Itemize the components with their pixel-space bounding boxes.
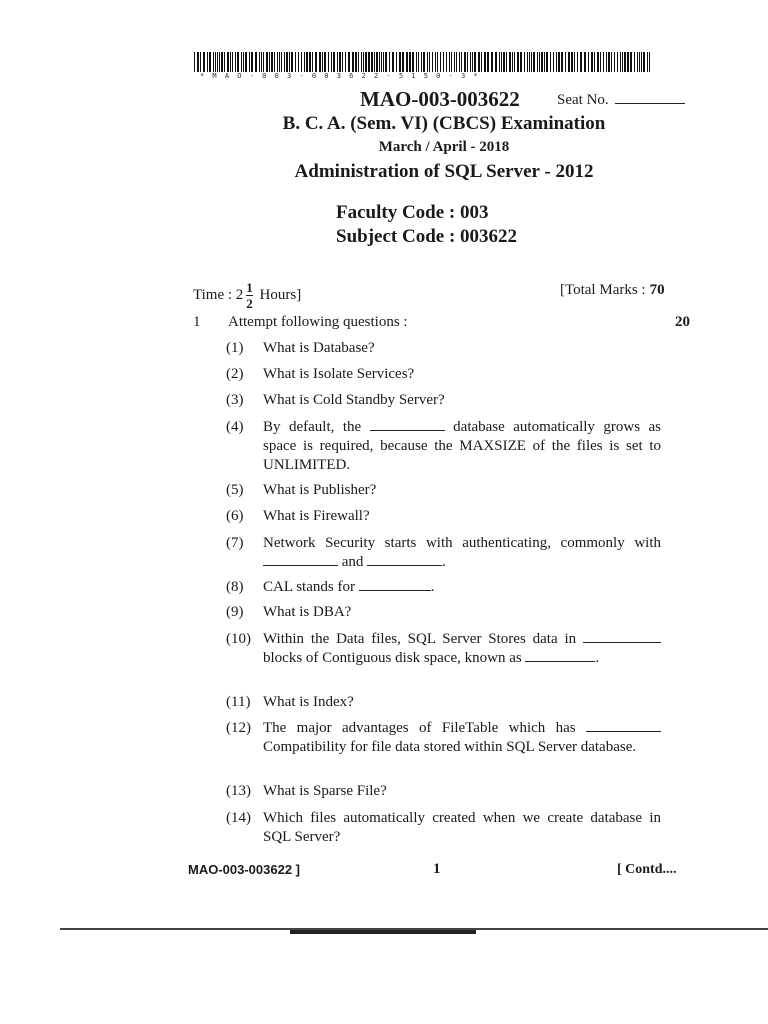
barcode-bar bbox=[481, 52, 482, 72]
item-number: (4) bbox=[226, 419, 244, 435]
item-text-part: Compatibility for file data stored within SQL Server database. bbox=[263, 739, 637, 755]
fill-blank bbox=[370, 419, 445, 431]
barcode-bar bbox=[478, 52, 480, 72]
barcode-bar bbox=[487, 52, 489, 72]
barcode-bar bbox=[553, 52, 554, 72]
barcode-bar bbox=[550, 52, 551, 72]
fill-blank bbox=[586, 720, 661, 732]
exam-title: B. C. A. (Sem. VI) (CBCS) Examination bbox=[282, 113, 606, 134]
barcode-bar bbox=[371, 52, 373, 72]
item-number: (12) bbox=[226, 720, 251, 736]
seat-label: Seat No. bbox=[557, 92, 609, 108]
item-text bbox=[263, 578, 661, 597]
item-text-part: database automatically grows as space is required, because the MAXSIZE of the files is set to UNLIMITED. bbox=[263, 419, 662, 473]
time-suffix: Hours] bbox=[259, 286, 302, 303]
question-marks: 20 bbox=[675, 314, 690, 330]
item-text: What is Isolate Services? bbox=[263, 366, 415, 382]
time-prefix: Time : 2 bbox=[193, 286, 244, 303]
barcode-bar bbox=[577, 52, 578, 72]
item-text bbox=[263, 719, 661, 757]
item-text: What is Index? bbox=[263, 694, 354, 710]
exam-session: March / April - 2018 bbox=[378, 139, 510, 155]
item-text: What is Publisher? bbox=[263, 482, 377, 498]
footer-paper-code: MAO-003-003622 ] bbox=[188, 862, 300, 877]
item-text: What is Firewall? bbox=[263, 508, 370, 524]
item-text-part: . bbox=[442, 554, 446, 570]
barcode-bar bbox=[524, 52, 525, 72]
barcode-bar bbox=[627, 52, 629, 72]
barcode-bar bbox=[541, 52, 543, 72]
barcode-bar bbox=[537, 52, 538, 72]
seat-blank bbox=[615, 103, 685, 104]
item-text: What is Cold Standby Server? bbox=[263, 392, 445, 408]
barcode-bar bbox=[266, 52, 268, 72]
barcode-bar bbox=[597, 52, 599, 72]
item-number: (8) bbox=[226, 579, 244, 595]
item-text: What is Database? bbox=[263, 340, 375, 356]
barcode-bar bbox=[622, 52, 623, 72]
barcode-bar bbox=[271, 52, 273, 72]
barcode-bar bbox=[637, 52, 638, 72]
barcode-bar bbox=[194, 52, 195, 72]
item-text-part: Network Security starts with authenticating, commonly with bbox=[263, 535, 661, 551]
barcode-bar bbox=[237, 52, 239, 72]
item-number: (13) bbox=[226, 783, 251, 799]
item-text-part: Within the Data files, SQL Server Stores data in bbox=[263, 631, 577, 647]
barcode-bar bbox=[241, 52, 242, 72]
scan-edge-mark bbox=[290, 930, 476, 934]
barcode-bar bbox=[440, 52, 441, 72]
barcode-bar bbox=[328, 52, 329, 72]
item-number: (10) bbox=[226, 631, 251, 647]
item-text-part: . bbox=[595, 650, 600, 666]
barcode-bar bbox=[322, 52, 323, 72]
barcode-bar bbox=[406, 52, 408, 72]
fill-blank bbox=[263, 554, 338, 566]
item-text: What is DBA? bbox=[263, 604, 352, 620]
barcode-bar bbox=[197, 52, 199, 72]
item-text: What is Sparse File? bbox=[263, 783, 387, 799]
barcode-bar bbox=[544, 52, 545, 72]
barcode-bar bbox=[533, 52, 535, 72]
barcode-bar bbox=[437, 52, 438, 72]
barcode-bar bbox=[235, 52, 236, 72]
barcode-bar bbox=[269, 52, 270, 72]
barcode-bar bbox=[324, 52, 326, 72]
barcode-bar bbox=[385, 52, 387, 72]
barcode-bar bbox=[243, 52, 244, 72]
barcode-bar bbox=[306, 52, 308, 72]
item-text-part: and bbox=[341, 554, 364, 570]
barcode-bar bbox=[443, 52, 444, 72]
barcode-bar bbox=[461, 52, 462, 72]
barcode-bar bbox=[416, 52, 417, 72]
barcode-bar bbox=[561, 52, 563, 72]
barcode-bar bbox=[568, 52, 570, 72]
barcode-bar bbox=[376, 52, 378, 72]
barcode-bar bbox=[643, 52, 645, 72]
barcode bbox=[194, 52, 654, 72]
barcode-bar bbox=[472, 52, 473, 72]
barcode-bar bbox=[381, 52, 382, 72]
item-text: Which files automatically created when we create database in SQL Server? bbox=[263, 810, 661, 845]
barcode-bar bbox=[279, 52, 280, 72]
barcode-bar bbox=[531, 52, 532, 72]
barcode-bar bbox=[614, 52, 615, 72]
barcode-bar bbox=[467, 52, 468, 72]
barcode-bar bbox=[396, 52, 397, 72]
barcode-bar bbox=[495, 52, 497, 72]
subject-title: Administration of SQL Server - 2012 bbox=[294, 161, 594, 182]
item-text bbox=[263, 534, 661, 572]
fill-blank bbox=[359, 579, 431, 591]
barcode-bar bbox=[259, 52, 260, 72]
barcode-bar bbox=[584, 52, 586, 72]
barcode-bar bbox=[571, 52, 573, 72]
item-number: (11) bbox=[226, 694, 251, 710]
barcode-bar bbox=[503, 52, 505, 72]
question-instruction: Attempt following questions : bbox=[228, 314, 408, 330]
item-number: (6) bbox=[226, 508, 244, 524]
item-number: (2) bbox=[226, 366, 244, 382]
barcode-bar bbox=[200, 52, 201, 72]
item-text-part: By default, the bbox=[263, 419, 362, 435]
barcode-bar bbox=[649, 52, 650, 72]
barcode-bar bbox=[217, 52, 218, 72]
fraction-numerator: 1 bbox=[246, 280, 253, 295]
barcode-bar bbox=[277, 52, 278, 72]
barcode-bar bbox=[529, 52, 530, 72]
barcode-bar bbox=[209, 52, 211, 72]
barcode-bar bbox=[213, 52, 214, 72]
item-text-part: blocks of Contiguous disk space, known as bbox=[263, 650, 522, 666]
barcode-bar bbox=[383, 52, 384, 72]
barcode-bar bbox=[499, 52, 500, 72]
barcode-bar bbox=[345, 52, 346, 72]
barcode-bar bbox=[355, 52, 357, 72]
barcode-bar bbox=[435, 52, 436, 72]
barcode-bar bbox=[315, 52, 317, 72]
barcode-bar bbox=[565, 52, 566, 72]
barcode-bar bbox=[363, 52, 364, 72]
barcode-bar bbox=[409, 52, 411, 72]
barcode-bar bbox=[429, 52, 430, 72]
barcode-bar bbox=[474, 52, 476, 72]
barcode-bar bbox=[617, 52, 618, 72]
subject-code: Subject Code : 003622 bbox=[336, 226, 518, 247]
question-number: 1 bbox=[193, 314, 201, 330]
barcode-bar bbox=[331, 52, 332, 72]
time-fraction bbox=[246, 280, 253, 311]
barcode-bar bbox=[427, 52, 428, 72]
barcode-bar bbox=[339, 52, 341, 72]
barcode-bar bbox=[230, 52, 231, 72]
total-marks bbox=[560, 282, 665, 299]
barcode-bar bbox=[630, 52, 632, 72]
barcode-bar bbox=[556, 52, 557, 72]
fill-blank bbox=[525, 650, 595, 662]
barcode-bar bbox=[624, 52, 626, 72]
paper-code: MAO-003-003622 bbox=[360, 87, 520, 111]
barcode-bar bbox=[368, 52, 370, 72]
barcode-bar bbox=[459, 52, 460, 72]
item-number: (7) bbox=[226, 535, 244, 551]
item-number: (5) bbox=[226, 482, 244, 498]
barcode-bar bbox=[289, 52, 290, 72]
barcode-bar bbox=[418, 52, 419, 72]
barcode-bar bbox=[588, 52, 589, 72]
fill-blank bbox=[583, 631, 661, 643]
barcode-bar bbox=[389, 52, 390, 72]
barcode-bar bbox=[224, 52, 225, 72]
faculty-code: Faculty Code : 003 bbox=[336, 202, 489, 223]
total-value: 70 bbox=[649, 282, 665, 298]
barcode-bar bbox=[358, 52, 359, 72]
barcode-text: * M A O - 0 0 3 - 0 0 3 6 2 2 - 5 1 5 0 - 3 * bbox=[200, 72, 480, 80]
barcode-bar bbox=[232, 52, 233, 72]
item-number: (9) bbox=[226, 604, 244, 620]
fraction-denominator: 2 bbox=[246, 296, 253, 311]
barcode-bar bbox=[449, 52, 450, 72]
barcode-bar bbox=[249, 52, 250, 72]
barcode-bar bbox=[342, 52, 343, 72]
barcode-bar bbox=[399, 52, 401, 72]
seat-number-field bbox=[557, 92, 685, 109]
barcode-bar bbox=[606, 52, 607, 72]
barcode-bar bbox=[291, 52, 293, 72]
total-label: [Total Marks : bbox=[560, 282, 646, 298]
barcode-bar bbox=[520, 52, 522, 72]
barcode-bar bbox=[365, 52, 367, 72]
barcode-bar bbox=[647, 52, 648, 72]
barcode-bar bbox=[281, 52, 282, 72]
item-text-part: The major advantages of FileTable which has bbox=[263, 720, 576, 736]
barcode-bar bbox=[219, 52, 220, 72]
barcode-bar bbox=[352, 52, 354, 72]
item-text bbox=[263, 630, 661, 668]
barcode-bar bbox=[392, 52, 394, 72]
barcode-bar bbox=[284, 52, 285, 72]
barcode-bar bbox=[203, 52, 205, 72]
barcode-bar bbox=[517, 52, 519, 72]
barcode-bar bbox=[227, 52, 229, 72]
barcode-bar bbox=[527, 52, 528, 72]
barcode-bar bbox=[348, 52, 350, 72]
barcode-bar bbox=[454, 52, 455, 72]
barcode-bar bbox=[620, 52, 621, 72]
barcode-bar bbox=[591, 52, 593, 72]
barcode-bar bbox=[501, 52, 502, 72]
barcode-bar bbox=[379, 52, 380, 72]
barcode-bar bbox=[402, 52, 404, 72]
barcode-bar bbox=[301, 52, 302, 72]
barcode-bar bbox=[546, 52, 548, 72]
item-number: (1) bbox=[226, 340, 244, 356]
barcode-bar bbox=[251, 52, 253, 72]
barcode-bar bbox=[611, 52, 612, 72]
barcode-bar bbox=[608, 52, 610, 72]
barcode-bar bbox=[319, 52, 321, 72]
barcode-bar bbox=[255, 52, 257, 72]
barcode-bar bbox=[558, 52, 560, 72]
barcode-bar bbox=[374, 52, 375, 72]
barcode-bar bbox=[361, 52, 362, 72]
barcode-bar bbox=[512, 52, 513, 72]
barcode-bar bbox=[312, 52, 313, 72]
barcode-bar bbox=[634, 52, 635, 72]
barcode-bar bbox=[295, 52, 296, 72]
item-text bbox=[263, 418, 661, 475]
item-text-part: CAL stands for bbox=[263, 579, 355, 595]
item-text-part: . bbox=[430, 579, 435, 595]
barcode-bar bbox=[412, 52, 414, 72]
barcode-bar bbox=[539, 52, 540, 72]
fill-blank bbox=[367, 554, 442, 566]
barcode-bar bbox=[274, 52, 275, 72]
barcode-bar bbox=[470, 52, 471, 72]
barcode-bar bbox=[456, 52, 457, 72]
barcode-bar bbox=[509, 52, 511, 72]
barcode-bar bbox=[574, 52, 575, 72]
barcode-bar bbox=[491, 52, 493, 72]
barcode-bar bbox=[641, 52, 642, 72]
barcode-bar bbox=[514, 52, 515, 72]
barcode-bar bbox=[304, 52, 305, 72]
barcode-bar bbox=[207, 52, 208, 72]
time-allowed bbox=[193, 280, 301, 311]
item-number: (14) bbox=[226, 810, 251, 826]
barcode-bar bbox=[421, 52, 422, 72]
barcode-bar bbox=[286, 52, 288, 72]
barcode-bar bbox=[337, 52, 338, 72]
barcode-bar bbox=[484, 52, 486, 72]
barcode-bar bbox=[309, 52, 311, 72]
page-number: 1 bbox=[433, 861, 441, 877]
barcode-bar bbox=[600, 52, 601, 72]
barcode-bar bbox=[603, 52, 604, 72]
barcode-bar bbox=[298, 52, 299, 72]
barcode-bar bbox=[639, 52, 640, 72]
barcode-bar bbox=[423, 52, 425, 72]
item-number: (3) bbox=[226, 392, 244, 408]
barcode-bar bbox=[263, 52, 264, 72]
barcode-bar bbox=[215, 52, 216, 72]
barcode-bar bbox=[261, 52, 262, 72]
barcode-bar bbox=[245, 52, 247, 72]
continued-note: [ Contd.... bbox=[617, 862, 677, 877]
barcode-bar bbox=[580, 52, 582, 72]
barcode-bar bbox=[221, 52, 223, 72]
barcode-bar bbox=[506, 52, 507, 72]
barcode-bar bbox=[594, 52, 595, 72]
barcode-bar bbox=[333, 52, 335, 72]
barcode-bar bbox=[432, 52, 433, 72]
barcode-bar bbox=[446, 52, 447, 72]
barcode-bar bbox=[464, 52, 466, 72]
barcode-bar bbox=[451, 52, 452, 72]
